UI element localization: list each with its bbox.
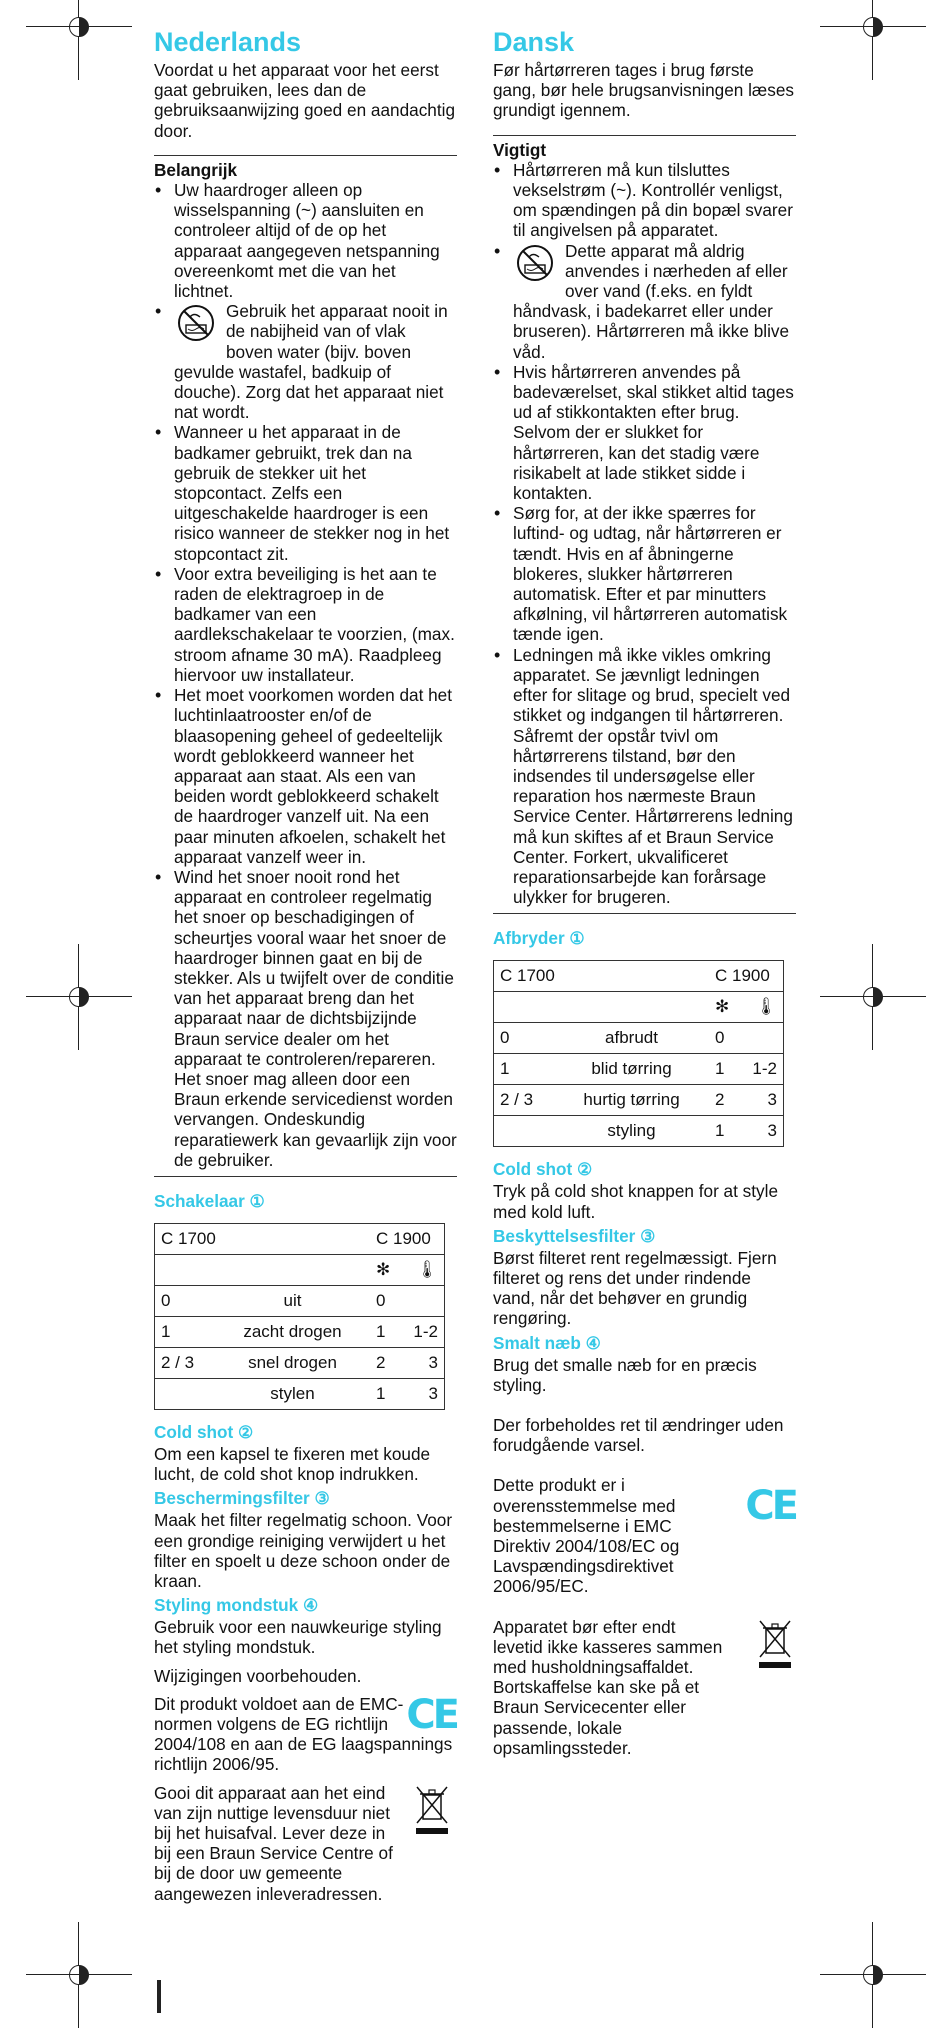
crossed-out-bin-icon: [758, 1619, 792, 1669]
no-water-warning-icon: [513, 243, 561, 283]
table-row: styling 1 3: [494, 1116, 784, 1147]
nozzle-text: Brug det smalle næb for en præcis styling.: [493, 1354, 757, 1395]
list-item: • Wanneer u het apparaat in de badkamer gebruikt, trek dan na gebruik de stekker uit het stopcontact. Zelfs een uitgeschakelde haardroger is een risico wanneer de stekker nog in het stopcontact zit.: [154, 422, 457, 563]
list-item: • Sørg for, at der ikke spærres for luftind- og udtag, når hårtørreren er tændt. Hvis en af åbningerne blokeres, slukker hårtørreren automatisk. Efter et par minutters afkølning, vil hårtørreren automatisk tænde igen.: [493, 503, 796, 644]
table-row: 2 / 3 hurtig tørring 2 3: [494, 1085, 784, 1116]
dutch-column: [154, 26, 457, 1904]
registration-mark-mid-right: [846, 970, 900, 1024]
filter-text: Maak het filter regelmatig schoon. Voor een grondige reiniging verwijdert u het filter en spoelt u deze schoon onder de kraan.: [154, 1510, 453, 1591]
ce-text: Dette produkt er i overensstemmelse med bestemmelserne i EMC Direktiv 2004/108/EC og Lavspændingsdirektivet 2006/95/EC.: [493, 1475, 680, 1597]
intro-text: Voordat u het apparaat voor het eerst gaat gebruiken, lees dan de gebruiksaanwijzing goed en aandachtig door.: [154, 60, 455, 141]
fan-icon: ✻: [709, 992, 743, 1023]
filter-text: Børst filteret rent regelmæssigt. Fjern filteret og rens det under rindende vand, når det behøver en grundig rengøring.: [493, 1247, 777, 1329]
nozzle-text: Gebruik voor een nauwkeurige styling het styling mondstuk.: [154, 1617, 442, 1658]
table-row: stylen 1 3: [155, 1378, 445, 1409]
ce-compliance: [493, 1475, 796, 1596]
table-row: C 1700 C 1900: [155, 1223, 445, 1254]
intro-text: Før hårtørreren tages i brug første gang, bør hele brugsanvisningen læses grundigt igennem.: [493, 60, 794, 121]
list-item: • Hårtørreren må kun tilsluttes vekselstrøm (~). Kontrollér venligst, om spændingen på din bopæl svarer til angivelsen på apparatet.: [493, 160, 796, 241]
disposal-info: [154, 1783, 457, 1904]
list-item: • Dette apparat må aldrig anvendes i nærheden af eller over vand (f.eks. en fyldt håndvask, i badekarret eller under bruseren). Hårtørreren må ikke blive våd.: [493, 241, 796, 362]
table-row: C 1700 C 1900: [494, 961, 784, 992]
language-title: Nederlands: [154, 27, 302, 57]
safety-list: [154, 180, 457, 1170]
table-row: 1 blid tørring 1 1-2: [494, 1054, 784, 1085]
fan-icon: ✻: [370, 1254, 404, 1285]
ce-compliance: [154, 1691, 457, 1775]
switch-settings-table: [493, 960, 784, 1147]
crossed-out-bin-icon: [415, 1785, 449, 1835]
registration-mark-top-right: [846, 0, 900, 54]
danish-column: [493, 26, 796, 1758]
disposal-info: [493, 1617, 796, 1758]
divider: [493, 135, 796, 136]
list-item: • Ledningen må ikke vikles omkring apparatet. Se jævnligt ledningen efter for slitage og brud, specielt ved stikket og indgangen til hårtørreren. Såfremt der opstår tvivl om hårtørrerens tilstand, bør den indsendes til undersøgelse eller reparation hos nærmeste Braun Service Center. Hårtørrerens ledning må kun skiftes af et Braun Service Center. Forkert, ukvalificeret reparationsarbejde kan forårsage ulykker for brugeren.: [493, 645, 796, 908]
registration-mark-mid-left: [52, 970, 106, 1024]
list-item: • Gebruik het apparaat nooit in de nabijheid van of vlak boven water (bijv. boven gevulde wastafel, badkuip of douche). Zorg dat het apparaat niet nat wordt.: [154, 301, 457, 422]
language-title: Dansk: [493, 27, 575, 57]
section-title-cold-shot: Cold shot ②: [493, 1159, 593, 1180]
section-title-nozzle: Smalt næb ④: [493, 1332, 602, 1353]
thermometer-icon: 🌡: [743, 992, 784, 1023]
important-heading: Vigtigt: [493, 139, 547, 160]
important-heading: Belangrijk: [154, 159, 238, 180]
registration-mark-top-left: [52, 0, 106, 54]
changes-note: Der forbeholdes ret til ændringer uden forudgående varsel.: [493, 1414, 784, 1456]
changes-note: Wijzigingen voorbehouden.: [154, 1665, 362, 1686]
ce-mark-icon: CE: [406, 1691, 457, 1738]
table-row: [494, 992, 784, 1023]
divider: [493, 913, 796, 914]
section-title-filter: Beschermingsfilter ③: [154, 1488, 330, 1509]
no-water-warning-icon: [174, 303, 222, 343]
section-title-switch: Afbryder ①: [493, 928, 585, 949]
cold-shot-text: Om een kapsel te fixeren met koude lucht, de cold shot knop indrukken.: [154, 1443, 431, 1485]
registration-mark-bottom-left: [52, 1948, 106, 2002]
section-title-nozzle: Styling mondstuk ④: [154, 1595, 319, 1616]
divider: [154, 155, 457, 156]
ce-mark-icon: CE: [745, 1483, 796, 1530]
disposal-text: Apparatet bør efter endt levetid ikke kasseres sammen med husholdningsaffaldet. Bortskaffelse kan ske på et Braun Servicecenter eller passende, lokale opsamlingssteder.: [493, 1616, 723, 1758]
table-row: [155, 1254, 445, 1285]
thermometer-icon: 🌡: [404, 1254, 445, 1285]
switch-settings-table: [154, 1223, 445, 1410]
ce-text: Dit produkt voldoet aan de EMC-normen volgens de EG richtlijn 2004/108 en aan de EG laagspannings richtlijn 2006/95.: [154, 1693, 453, 1775]
section-title-cold-shot: Cold shot ②: [154, 1421, 254, 1442]
cold-shot-text: Tryk på cold shot knappen for at style med kold luft.: [493, 1181, 779, 1222]
list-item: • Uw haardroger alleen op wisselspanning (~) aansluiten en controleer altijd of de op het apparaat aangegeven netspanning overeenkomt met die van het lichtnet.: [154, 180, 457, 301]
list-item: • Voor extra beveiliging is het aan te raden de elektragroep in de badkamer van een aardlekschakelaar te voorzien, (max. stroom afname 30 mA). Raadpleeg hiervoor uw installateur.: [154, 564, 457, 685]
divider: [154, 1176, 457, 1177]
table-row: 1 zacht drogen 1 1-2: [155, 1316, 445, 1347]
list-item: • Hvis hårtørreren anvendes på badeværelset, skal stikket altid tages ud af stikkontakten efter brug. Selvom der er slukket for hårtørreren, kan det stadig være risikabelt at lade stikket sidde i kontakten.: [493, 362, 796, 503]
list-item: • Wind het snoer nooit rond het apparaat en controleer regelmatig het snoer op beschadigingen of scheurtjes vooral waar het snoer de haardroger binnen gaat en bij de stekker. Als u twijfelt over de conditie van het apparaat breng dan het apparaat naar de dichtsbijzijnde Braun service dealer om het apparaat te controleren/repareren. Het snoer mag alleen door een Braun erkende servicedienst worden vervangen. Ondeskundig reparatiewerk kan gevaarlijk zijn voor de gebruiker.: [154, 867, 457, 1170]
table-row: 2 / 3 snel drogen 2 3: [155, 1347, 445, 1378]
registration-mark-bottom-right: [846, 1948, 900, 2002]
list-item: • Het moet voorkomen worden dat het luchtinlaatrooster en/of de blaasopening geheel of gedeeltelijk wordt geblokkeerd wanneer het apparaat aan staat. Als een van beiden wordt geblokkeerd schakelt de haardroger vanzelf uit. Na een paar minuten afkoelen, schakelt het apparaat vanzelf weer in.: [154, 685, 457, 867]
table-row: 0 uit 0: [155, 1285, 445, 1316]
safety-list: [493, 160, 796, 908]
table-row: 0 afbrudt 0: [494, 1023, 784, 1054]
disposal-text: Gooi dit apparaat aan het eind van zijn nuttige levensduur niet bij het huisafval. Lever deze in bij een Braun Service Centre of bij de door uw gemeente aangewezen inleveradressen.: [154, 1782, 393, 1904]
section-title-filter: Beskyttelsesfilter ③: [493, 1225, 656, 1246]
section-title-switch: Schakelaar ①: [154, 1190, 265, 1211]
trim-bar: [157, 1980, 161, 2013]
